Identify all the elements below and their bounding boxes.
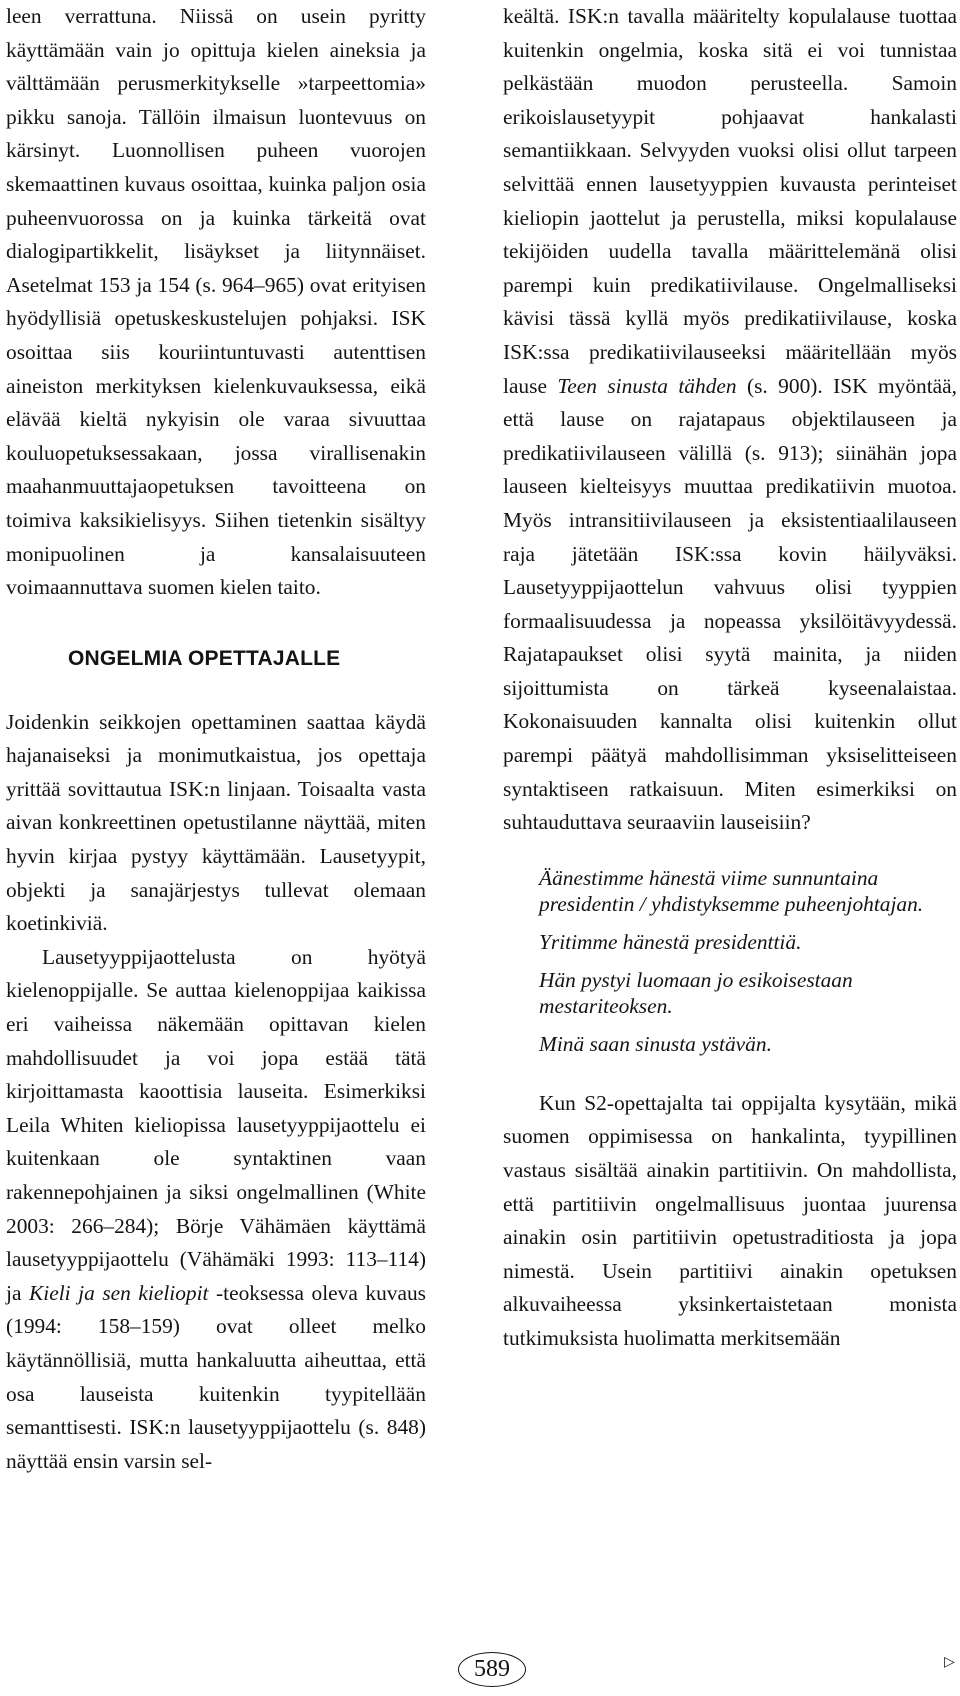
body-paragraph: Kun S2-opettajalta tai oppijalta kysytään, mikä suomen oppimisessa on hankalinta, tyypillinen vastaus sisältää ainakin partitiivin. On mahdollista, että partitiivin ongelmallisuus juontaa juurensa ainakin osin partitiivin opetustraditiosta ja jopa nimestä. Usein partitiivi ainakin opetuksen alkuvaiheessa yksinkertaistetaan monista tutkimuksista huolimatta merkitsemään	[503, 1090, 957, 1350]
text-run: keältä. ISK:n tavalla määritelty kopulalause tuottaa kuitenkin ongelmia, koska sitä ei voi tunnistaa pelkästään muodon perusteella. Samoin erikoislausetyypit pohjaavat hankalasti semantiikkaan. Selvyyden vuoksi olisi ollut tarpeen selvittää ennen lausetyyppien kuvausta perinteiset kieliopin jaottelut ja perustella, miksi kopulalause tekijöiden uudella tavalla määrittelemänä olisi parempi kuin predikatiivilause. Ongelmalliseksi kävisi tässä kyllä myös predikatiivilause, koska ISK:ssa predikatiivilauseeksi määritellään myös lause	[503, 4, 957, 398]
example-sentence: Minä saan sinusta ystävän.	[539, 1031, 772, 1056]
section-heading: ONGELMIA OPETTAJALLE	[68, 646, 341, 670]
left-column	[6, 0, 426, 1478]
page-number: 589	[458, 1652, 526, 1687]
body-paragraph	[6, 941, 426, 1479]
body-paragraph: Joidenkin seikkojen opettaminen saattaa käydä hajanaiseksi ja monimutkaistua, jos opettaja yrittää sovittautua ISK:n linjaan. Toisaalta vasta aivan konkreettinen opetustilanne näyttää, miten hyvin kirjaa pystyy käyttämään. Lausetyypit, objekti ja sanajärjestys tullevat olemaan koetinkiviä.	[6, 709, 426, 936]
example-sentence: Hän pystyi luomaan jo esikoisestaan mestariteoksen.	[539, 967, 853, 1018]
book-title: Kieli ja sen kieliopit	[29, 1280, 209, 1305]
example-sentence: Äänestimme hänestä viime sunnuntaina presidentin / yhdistyksemme puheenjohtajan.	[539, 865, 924, 916]
example-sentence: Yritimme hänestä presidenttiä.	[539, 929, 802, 954]
example-sentence-inline: Teen sinusta tähden	[557, 373, 737, 398]
body-paragraph: leen verrattuna. Niissä on usein pyritty käyttämään vain jo opittuja kielen aineksia ja välttämään perusmerkitykselle »tarpeettomia» pikku sanoja. Tällöin ilmaisun luontevuus on kärsinyt. Luonnollisen puheen vuorojen skemaattinen kuvaus osoittaa, kuinka paljon osia puheenvuorossa on ja kuinka tärkeitä ovat dialogipartikkelit, lisäykset ja liitynnäiset. Asetelmat 153 ja 154 (s. 964–965) ovat erityisen hyödyllisiä opetuskeskustelujen pohjaksi. ISK osoittaa siis kouriintuntuvasti autenttisen aineiston merkityksen kielenkuvauksessa, eikä elävää kieltä nykyisin ole varaa sivuuttaa kouluopetuksessakaan, jossa virallisenakin maahanmuuttajaopetuksen tavoitteena on toimiva kaksikielisyys. Siihen tietenkin sisältyy monipuolinen ja kansalaisuuteen voimaannuttava suomen kielen taito.	[6, 4, 426, 600]
continue-arrow-icon: ▷	[944, 1654, 955, 1670]
right-column	[503, 0, 957, 1356]
text-run: Lausetyyppijaottelusta on hyötyä kielenoppijalle. Se auttaa kielenoppijaa kaikissa eri vaiheissa näkemään opittavan kielen mahdollisuudet ja voi jopa estää tätä kirjoittamasta kaoottisia lauseita. Esimerkiksi Leila Whiten kieliopissa lausetyyppijaottelu ei kuitenkaan ole syntaktinen vaan rakennepohjainen ja siksi ongelmallinen (White 2003: 266–284); Börje Vähämäen käyttämä lausetyyppijaottelu (Vähämäki 1993: 113–114) ja	[6, 944, 426, 1305]
text-run: (s. 900). ISK myöntää, että lause on rajatapaus objektilauseen ja predikatiivilauseen välillä (s. 913); siinähän jopa lauseen kielteisyys muuttaa predikatiivin muotoa. Myös intransitiivilauseen ja eksistentiaalilauseen raja jätetään ISK:ssa kovin häilyväksi. Lausetyyppijaottelun vahvuus olisi tyyppien formaalisuudessa ja nopeassa yksilöitävyydessä. Rajatapaukset olisi syytä mainita, ja niiden sijoittumista on tärkeä kyseenalaistaa. Kokonaisuuden kannalta olisi kuitenkin ollut parempi päätyä mahdollisimman yksiselitteiseen syntaktiseen ratkaisuun. Miten esimerkiksi on suhtauduttava seuraaviin lauseisiin?	[503, 373, 957, 835]
text-run: -teoksessa oleva kuvaus (1994: 158–159) ovat olleet melko käytännöllisiä, mutta hankaluutta aiheuttaa, että osa lauseista kuitenkin tyypitellään semanttisesti. ISK:n lausetyyppijaottelu (s. 848) näyttää ensin varsin sel-	[6, 1280, 426, 1473]
example-list	[539, 865, 957, 1057]
body-paragraph	[503, 0, 957, 840]
